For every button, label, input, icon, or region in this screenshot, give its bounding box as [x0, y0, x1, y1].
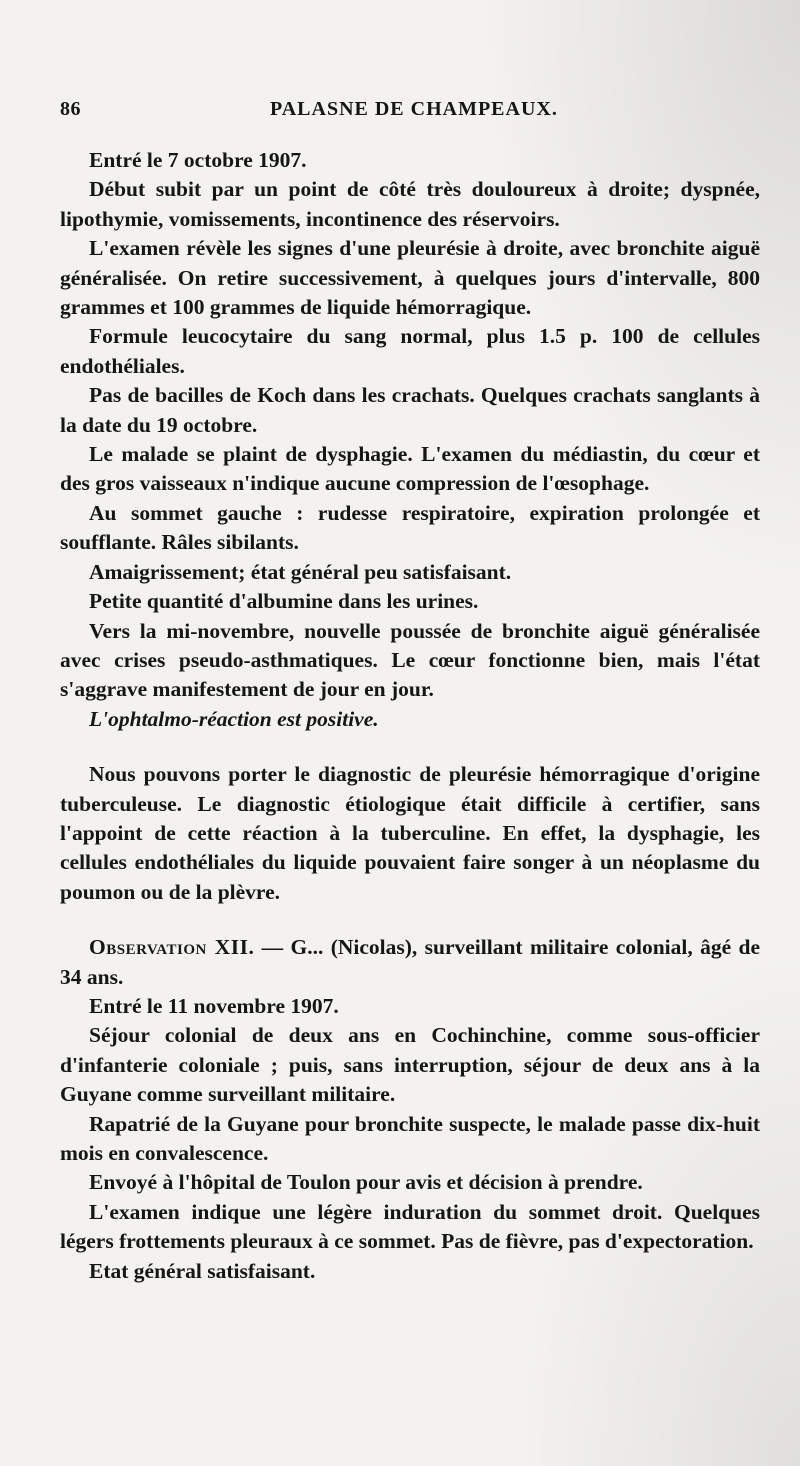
paragraph-blood-formula: Formule leucocytaire du sang normal, plus 1.5 p. 100 de cellules endothéliales.	[60, 324, 760, 378]
paragraph-admission-2: Entré le 11 novembre 1907.	[89, 993, 339, 1018]
page-number: 86	[60, 98, 81, 120]
paragraph-ophthalmo-reaction: L'ophtalmo-réaction est positive.	[89, 706, 379, 731]
paragraph-colonial-stay: Séjour colonial de deux ans en Cochinchine, comme sous-officier d'infanterie coloniale ; puis, sans interruption, séjour de deux ans à la Guyane comme surveillant militaire.	[60, 1023, 760, 1107]
paragraph-dysphagia: Le malade se plaint de dysphagie. L'examen du médiastin, du cœur et des gros vaisseaux n'indique aucune compression de l'œsophage.	[60, 442, 760, 496]
paragraph-albumin: Petite quantité d'albumine dans les urines.	[89, 589, 479, 614]
section-gap	[60, 907, 760, 933]
paragraph-examination-2: L'examen indique une légère induration du sommet droit. Quelques légers frottements pleuraux à ce sommet. Pas de fièvre, pas d'expectoration.	[60, 1199, 760, 1254]
paragraph-repatriation: Rapatrié de la Guyane pour bronchite suspecte, le malade passe dix-huit mois en convalescence.	[60, 1111, 760, 1165]
paragraph-sputum: Pas de bacilles de Koch dans les crachats. Quelques crachats sanglants à la date du 19 octobre.	[60, 383, 760, 437]
paragraph-examination: L'examen révèle les signes d'une pleurésie à droite, avec bronchite aiguë généralisée. On retire successivement, à quelques jours d'intervalle, 800 grammes et 100 grammes de liquide hémorragique.	[60, 236, 760, 320]
paragraph-onset: Début subit par un point de côté très douloureux à droite; dyspnée, lipothymie, vomissements, incontinence des réservoirs.	[60, 177, 760, 231]
paragraph-toulon: Envoyé à l'hôpital de Toulon pour avis et décision à prendre.	[89, 1170, 643, 1195]
paragraph-general-state: Etat général satisfaisant.	[89, 1258, 316, 1283]
body-text	[60, 146, 760, 1286]
paragraph-emaciation: Amaigrissement; état général peu satisfaisant.	[89, 559, 512, 584]
observation-patient: — G... (Nicolas), surveillant militaire colonial, âgé de 34 ans.	[60, 935, 760, 989]
paragraph-left-apex: Au sommet gauche : rudesse respiratoire, expiration prolongée et soufflante. Râles sibilants.	[60, 500, 760, 555]
running-title: PALASNE DE CHAMPEAUX.	[270, 98, 558, 120]
paragraph-mid-november: Vers la mi-novembre, nouvelle poussée de bronchite aiguë généralisée avec crises pseudo-asthmatiques. Le cœur fonctionne bien, mais l'état s'aggrave manifestement de jour en jour.	[60, 618, 760, 702]
section-gap	[60, 734, 760, 760]
paragraph-diagnosis: Nous pouvons porter le diagnostic de pleurésie hémorragique d'origine tuberculeuse. Le diagnostic étiologique était difficile à certifier, sans l'appoint de cette réaction à la tuberculine. En effet, la dysphagie, les cellules endothéliales du liquide pouvaient faire songer à un néoplasme du poumon ou de la plèvre.	[60, 762, 760, 904]
observation-label: Observation XII.	[89, 935, 255, 960]
paragraph-admission: Entré le 7 octobre 1907.	[89, 148, 307, 172]
page-header	[60, 98, 760, 132]
paragraph-observation-header	[60, 933, 760, 992]
